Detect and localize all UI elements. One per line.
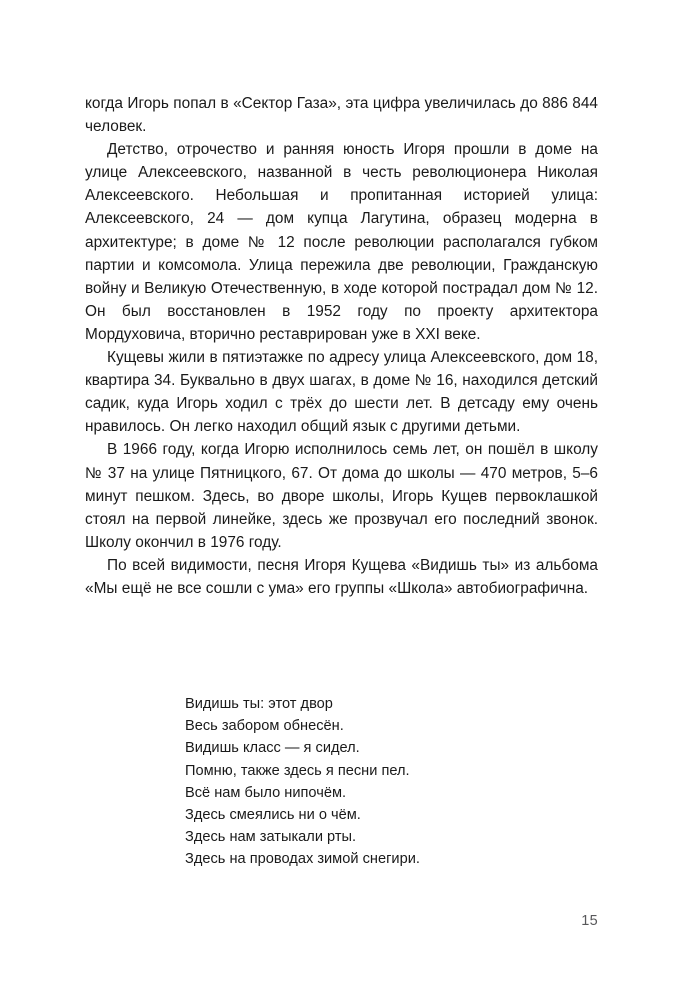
paragraph: Кущевы жили в пятиэтажке по адресу улица Алексеевского, дом 18, квартира 34. Буквально в двух шагах, в доме № 16, находился детский садик, куда Игорь ходил с трёх до шести лет. В детсаду ему очень нравилось. Он легко находил общий язык с другими детьми. bbox=[85, 349, 598, 436]
lyric-line: Здесь смеялись ни о чём. bbox=[185, 807, 361, 824]
lyric-line: Помню, также здесь я песни пел. bbox=[185, 762, 410, 779]
lyric-line: Всё нам было нипочём. bbox=[185, 784, 347, 801]
page-number: 15 bbox=[581, 913, 598, 929]
lyric-line: Здесь на проводах зимой снегири. bbox=[185, 851, 420, 868]
song-lyrics-block bbox=[185, 693, 605, 871]
body-text-column bbox=[85, 92, 598, 600]
lyric-line: Видишь ты: этот двор bbox=[185, 696, 333, 712]
paragraph: В 1966 году, когда Игорю исполнилось семь лет, он пошёл в школу № 37 на улице Пятницкого, 67. От дома до школы — 470 метров, 5–6 минут пешком. Здесь, во дворе школы, Игорь Кущев первоклашкой стоял на первой линейке, здесь же прозвучал его последний звонок. Школу окончил в 1976 году. bbox=[85, 441, 598, 551]
paragraph: Детство, отрочество и ранняя юность Игоря прошли в доме на улице Алексеевского, названной в честь революционера Николая Алексеевского. Небольшая и пропитанная историей улица: Алексеевского, 24 — дом купца Лагутина, образец модерна в архитектуре; в доме № 12 после революции располагался губком партии и комсомола. Улица пережила две революции, Гражданскую войну и Великую Отечественную, в ходе которой пострадал дом № 12. Он был восстановлен в 1952 году по проекту архитектора Мордуховича, вторично реставрирован уже в XXI веке. bbox=[85, 141, 598, 343]
paragraph: когда Игорь попал в «Сектор Газа», эта цифра увеличилась до 886 844 человек. bbox=[85, 95, 598, 136]
lyric-line: Весь забором обнесён. bbox=[185, 718, 344, 735]
paragraph: По всей видимости, песня Игоря Кущева «Видишь ты» из альбома «Мы ещё не все сошли с ума» его группы «Школа» автобиографична. bbox=[85, 556, 598, 597]
lyric-line: Видишь класс — я сидел. bbox=[185, 740, 360, 757]
lyric-line: Здесь нам затыкали рты. bbox=[185, 829, 357, 846]
